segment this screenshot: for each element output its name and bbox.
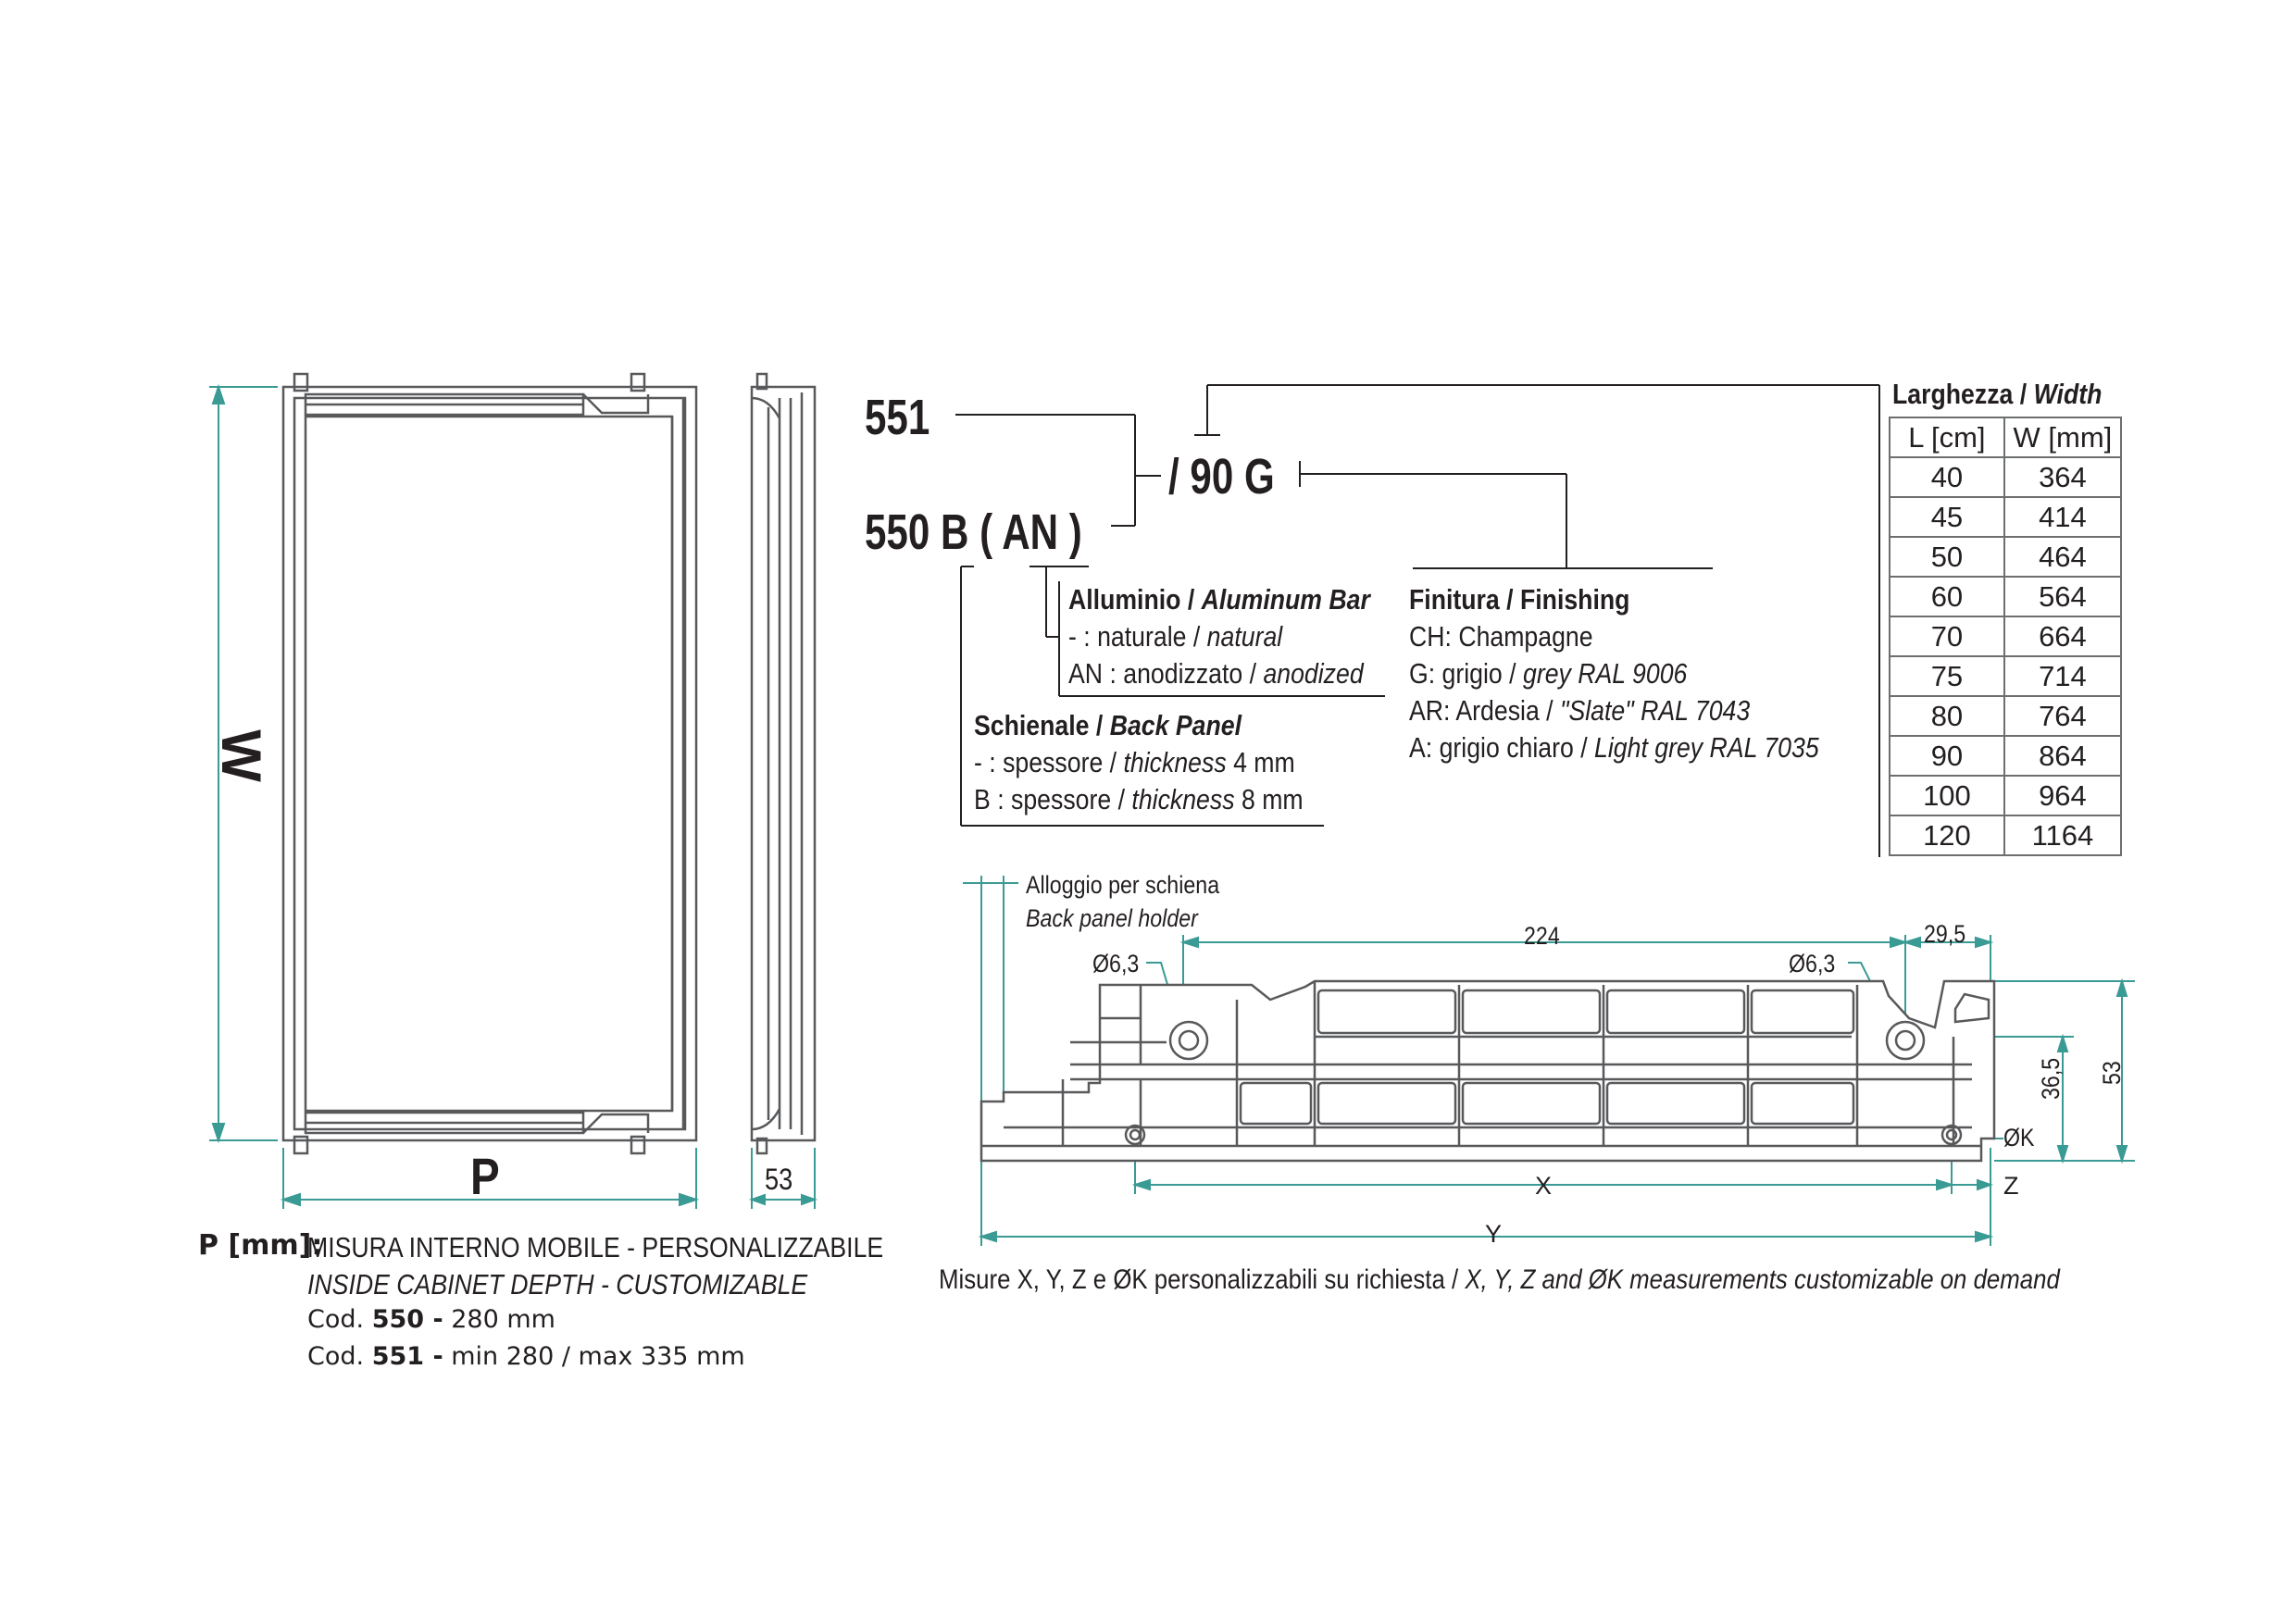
- cell-w: 714: [2004, 656, 2121, 696]
- hole-right-label: [1789, 950, 1843, 978]
- cell-w: 864: [2004, 736, 2121, 776]
- holder-label-it: Alloggio per schiena: [1026, 871, 1220, 899]
- finitura-title: Finitura / Finishing: [1409, 583, 1630, 616]
- cell-l: 90: [1890, 736, 2004, 776]
- dim-36-5: [2037, 1051, 2065, 1100]
- cell-l: 100: [1890, 776, 2004, 815]
- cell-w: 964: [2004, 776, 2121, 815]
- holder-label: [1026, 868, 1251, 935]
- w-label-text: W: [209, 729, 272, 782]
- label-y: [1485, 1220, 1502, 1249]
- holder-label-en: Back panel holder: [1026, 904, 1198, 932]
- footnote-p-lines: [307, 1229, 977, 1303]
- cell-l: 80: [1890, 696, 2004, 736]
- cell-l: 60: [1890, 577, 2004, 616]
- label-x: [1535, 1172, 1552, 1201]
- code-550-text: 550 B ( AN ): [865, 504, 1082, 560]
- label-z: [2003, 1172, 2019, 1201]
- label-x-text: X: [1535, 1172, 1553, 1200]
- footnote-xyz: Misure X, Y, Z e ØK personalizzabili su richiesta / X, Y, Z and ØK measurements customizable on demand: [939, 1264, 2060, 1295]
- cell-w: 414: [2004, 497, 2121, 537]
- cell-l: 120: [1890, 815, 2004, 855]
- side-depth-value: 53: [765, 1163, 793, 1196]
- header-l: L [cm]: [1890, 417, 2004, 457]
- code-90g-text: / 90 G: [1168, 449, 1275, 504]
- hole-left-label: [1092, 950, 1147, 978]
- width-table-title: Larghezza / Width: [1892, 378, 2103, 410]
- cell-l: 40: [1890, 457, 2004, 497]
- header-w: W [mm]: [2004, 417, 2121, 457]
- label-ok: [2003, 1124, 2040, 1152]
- schienale-line2: B : spessore / thickness 8 mm: [974, 783, 1304, 815]
- cell-w: 1164: [2004, 815, 2121, 855]
- hole-left-text: Ø6,3: [1092, 950, 1140, 977]
- cell-w: 464: [2004, 537, 2121, 577]
- dim-53: [2098, 1057, 2127, 1085]
- footnote-cod1: Cod. 550 - 280 mm: [307, 1305, 555, 1334]
- finitura-line3: AR: Ardesia / "Slate" RAL 7043: [1409, 694, 1751, 727]
- alluminio-title: Alluminio / Aluminum Bar: [1068, 583, 1370, 616]
- cell-l: 45: [1890, 497, 2004, 537]
- dim-29-5: [1924, 920, 1973, 949]
- cell-l: 75: [1890, 656, 2004, 696]
- schienale-title: Schienale / Back Panel: [974, 709, 1242, 741]
- cell-l: 50: [1890, 537, 2004, 577]
- dim-29-5-text: 29,5: [1924, 920, 1966, 948]
- dim-224: [1524, 922, 1566, 951]
- dim-53-text: 53: [2098, 1061, 2126, 1085]
- finitura-line1: CH: Champagne: [1409, 620, 1593, 653]
- code-551-text: 551: [865, 390, 930, 445]
- cell-l: 70: [1890, 616, 2004, 656]
- footnote-p-line1: MISURA INTERNO MOBILE - PERSONALIZZABILE: [307, 1231, 884, 1263]
- dim-36-5-text: 36,5: [2037, 1057, 2065, 1100]
- cell-w: 564: [2004, 577, 2121, 616]
- dim-224-text: 224: [1524, 922, 1560, 950]
- footnote-cod2: Cod. 551 - min 280 / max 335 mm: [307, 1342, 745, 1371]
- cell-w: 364: [2004, 457, 2121, 497]
- schienale-line1: - : spessore / thickness 4 mm: [974, 746, 1295, 778]
- finitura-line2: G: grigio / grey RAL 9006: [1409, 657, 1688, 690]
- alluminio-line1: - : naturale / natural: [1068, 620, 1283, 653]
- finitura-line4: A: grigio chiaro / Light grey RAL 7035: [1409, 731, 1819, 764]
- footnote-p-line2: INSIDE CABINET DEPTH - CUSTOMIZABLE: [307, 1268, 808, 1301]
- p-label-text: P: [470, 1147, 500, 1205]
- label-ok-text: ØK: [2003, 1124, 2035, 1151]
- footnote-p-label: P [mm]:: [198, 1229, 323, 1262]
- cell-w: 664: [2004, 616, 2121, 656]
- label-y-text: Y: [1485, 1220, 1503, 1248]
- hole-right-text: Ø6,3: [1789, 950, 1836, 977]
- cell-w: 764: [2004, 696, 2121, 736]
- label-z-text: Z: [2003, 1172, 2019, 1200]
- alluminio-line2: AN : anodizzato / anodized: [1068, 657, 1364, 690]
